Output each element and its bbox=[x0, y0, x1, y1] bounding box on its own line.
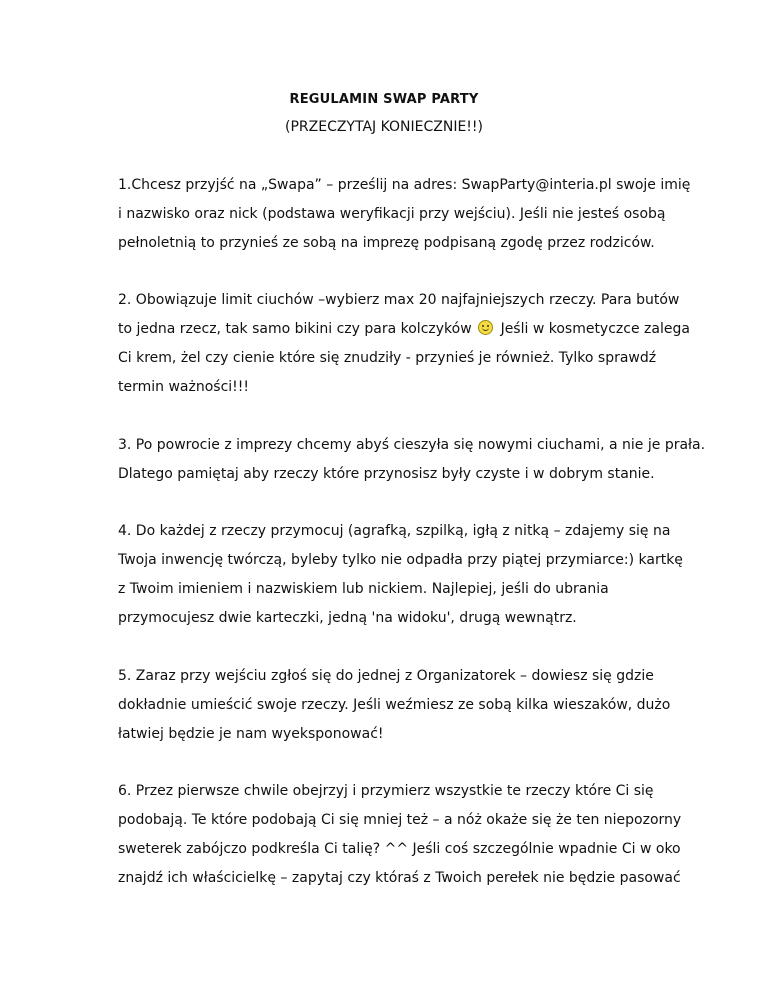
paragraph-5-line: 5. Zaraz przy wejściu zgłoś się do jednej z Organizatorek – dowiesz się gdzie bbox=[118, 668, 654, 684]
paragraph-6-line: 6. Przez pierwsze chwile obejrzyj i przymierz wszystkie te rzeczy które Ci się bbox=[118, 783, 654, 799]
paragraph-6-line: znajdź ich właścicielkę – zapytaj czy któraś z Twoich perełek nie będzie pasować bbox=[118, 870, 681, 886]
paragraph-3-line: Dlatego pamiętaj aby rzeczy które przynosisz były czyste i w dobrym stanie. bbox=[118, 466, 655, 482]
paragraph-2-text-after-smiley: Jeśli w kosmetyczce zalega bbox=[500, 321, 690, 337]
paragraph-1-line: 1.Chcesz przyjść na „Swapa” – prześlij na adres: SwapParty@interia.pl swoje imię bbox=[118, 177, 691, 193]
document-subtitle: (PRZECZYTAJ KONIECZNIE!!) bbox=[285, 119, 483, 135]
paragraph-2-text-before-smiley: to jedna rzecz, tak samo bikini czy para kolczyków bbox=[118, 321, 472, 337]
paragraph-2-line-with-smiley bbox=[118, 320, 690, 338]
paragraph-1-line: i nazwisko oraz nick (podstawa weryfikacji przy wejściu). Jeśli nie jesteś osobą bbox=[118, 206, 666, 222]
paragraph-3-line: 3. Po powrocie z imprezy chcemy abyś cieszyła się nowymi ciuchami, a nie je prała. bbox=[118, 437, 706, 453]
paragraph-2-line: termin ważności!!! bbox=[118, 379, 249, 395]
paragraph-4-line: z Twoim imieniem i nazwiskiem lub nickiem. Najlepiej, jeśli do ubrania bbox=[118, 581, 609, 597]
paragraph-6-line: sweterek zabójczo podkreśla Ci talię? ^^ Jeśli coś szczególnie wpadnie Ci w oko bbox=[118, 841, 681, 857]
paragraph-2-line: 2. Obowiązuje limit ciuchów –wybierz max 20 najfajniejszych rzeczy. Para butów bbox=[118, 292, 680, 308]
document-title: REGULAMIN SWAP PARTY bbox=[289, 92, 479, 107]
paragraph-1-line: pełnoletnią to przynieś ze sobą na imprezę podpisaną zgodę przez rodziców. bbox=[118, 235, 655, 251]
paragraph-4-line: przymocujesz dwie karteczki, jedną 'na widoku', drugą wewnątrz. bbox=[118, 610, 577, 626]
paragraph-4-line: Twoja inwencję twórczą, byleby tylko nie odpadła przy piątej przymiarce:) kartkę bbox=[118, 552, 683, 568]
paragraph-5-line: dokładnie umieścić swoje rzeczy. Jeśli weźmiesz ze sobą kilka wieszaków, dużo bbox=[118, 697, 671, 713]
paragraph-5-line: łatwiej będzie je nam wyeksponować! bbox=[118, 726, 384, 742]
paragraph-4-line: 4. Do każdej z rzeczy przymocuj (agrafką, szpilką, igłą z nitką – zdajemy się na bbox=[118, 523, 671, 539]
paragraph-2-line: Ci krem, żel czy cienie które się znudziły - przynieś je również. Tylko sprawdź bbox=[118, 350, 657, 366]
smiley-icon bbox=[478, 320, 493, 335]
paragraph-6-line: podobają. Te które podobają Ci się mniej też – a nóż okaże się że ten niepozorny bbox=[118, 812, 682, 828]
